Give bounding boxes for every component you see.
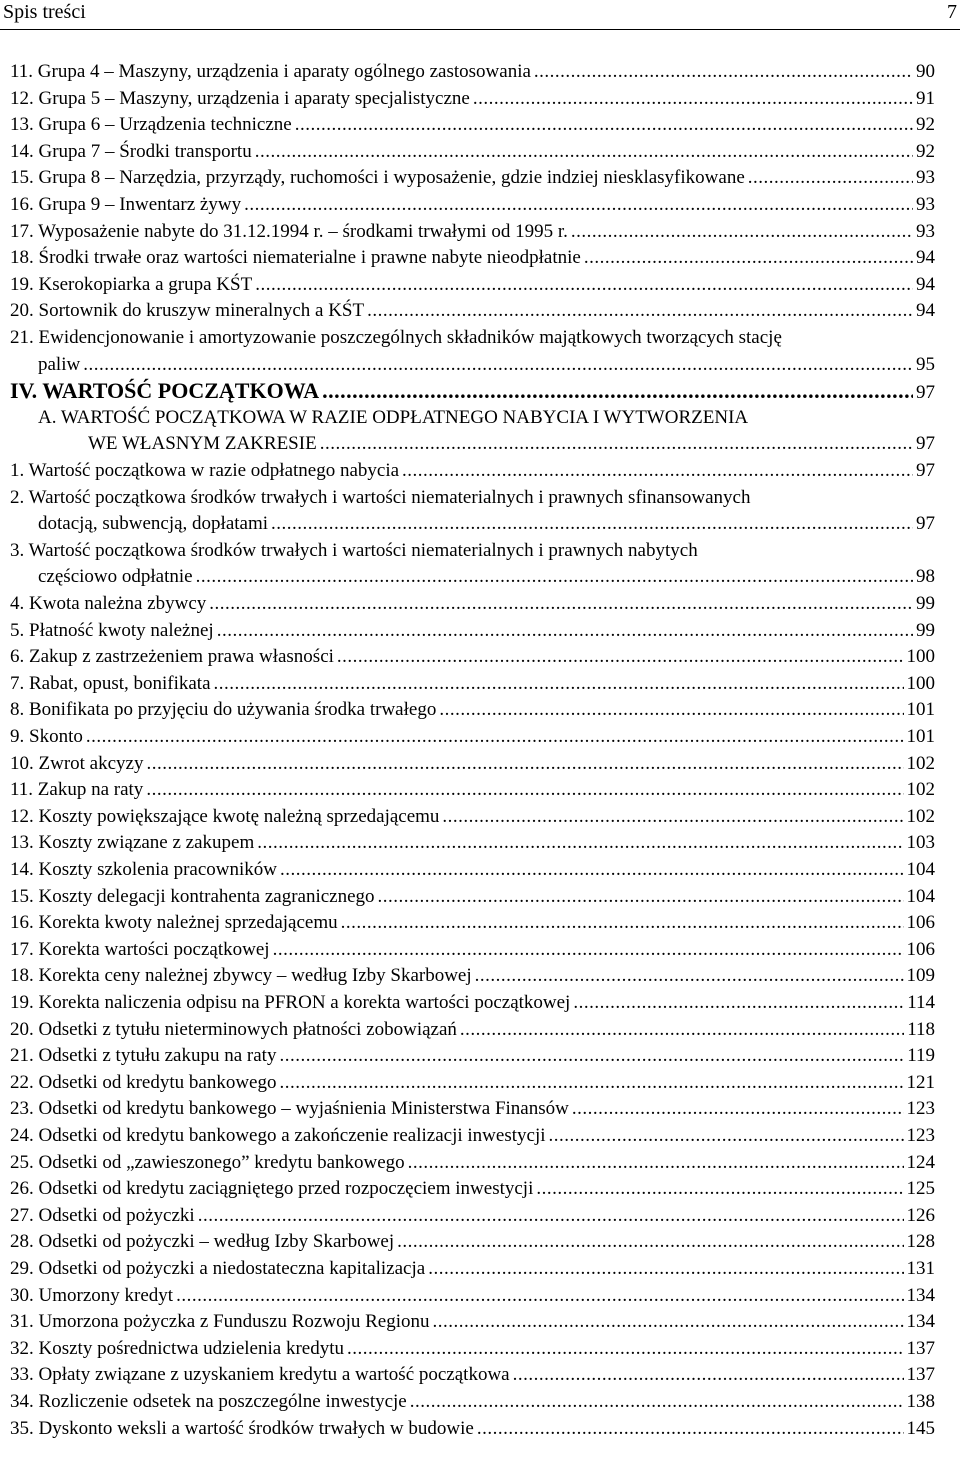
toc-entry-label: częściowo odpłatnie xyxy=(38,566,193,588)
header-page-number: 7 xyxy=(947,1,957,23)
toc-entry-label: WE WŁASNYM ZAKRESIE xyxy=(88,433,317,455)
toc-entry-label: 5. Płatność kwoty należnej xyxy=(10,619,214,641)
toc-entry-label: 17. Korekta wartości początkowej xyxy=(10,938,270,960)
toc-entry[interactable] xyxy=(10,1017,935,1043)
toc-entry-label: 13. Koszty związane z zakupem xyxy=(10,832,255,854)
toc-entry-label: 31. Umorzona pożyczka z Funduszu Rozwoju Regionu xyxy=(10,1311,430,1333)
toc-dot-leader xyxy=(748,165,913,191)
toc-dot-leader xyxy=(572,1096,904,1122)
toc-dot-leader xyxy=(549,1123,904,1149)
toc-entry-label: paliw xyxy=(38,353,81,375)
toc-entry-label: 20. Sortownik do kruszyw mineralnych a KŚT xyxy=(10,300,365,322)
toc-dot-leader xyxy=(442,804,903,830)
toc-entry-label: 35. Dyskonto weksli a wartość środków trwałych w budowie xyxy=(10,1417,474,1439)
toc-dot-leader xyxy=(341,910,904,936)
toc-dot-leader xyxy=(378,884,904,910)
toc-entry-label: 26. Odsetki od kredytu zaciągniętego przed rozpoczęciem inwestycji xyxy=(10,1178,534,1200)
toc-entry-text: 2. Wartość początkowa środków trwałych i wartości niematerialnych i prawnych sfinansowanych xyxy=(10,486,751,508)
toc-entry-label: 21. Odsetki z tytułu zakupu na raty xyxy=(10,1045,277,1067)
toc-entry-label: 6. Zakup z zastrzeżeniem prawa własności xyxy=(10,646,334,668)
toc-dot-leader xyxy=(433,1309,904,1335)
toc-entry[interactable] xyxy=(10,1256,935,1282)
toc-dot-leader xyxy=(279,1043,904,1069)
toc-dot-leader xyxy=(475,963,904,989)
toc-entry[interactable] xyxy=(10,990,935,1016)
toc-entry[interactable] xyxy=(10,1336,935,1362)
toc-entry[interactable] xyxy=(10,1096,935,1122)
toc-page-number: 93 xyxy=(916,194,935,215)
toc-entry-label: 23. Odsetki od kredytu bankowego – wyjaśnienia Ministerstwa Finansów xyxy=(10,1098,569,1120)
toc-entry[interactable] xyxy=(10,112,935,138)
toc-entry[interactable] xyxy=(10,245,935,271)
toc-entry[interactable] xyxy=(10,86,935,112)
toc-page-number: 94 xyxy=(916,300,935,322)
toc-entry[interactable] xyxy=(10,272,935,298)
toc-page-number: 103 xyxy=(906,832,935,854)
toc-entry-label: 9. Skonto xyxy=(10,726,83,747)
toc-dot-leader xyxy=(571,219,913,245)
toc-entry[interactable] xyxy=(10,1043,935,1069)
toc-entry[interactable] xyxy=(10,804,935,830)
toc-dot-leader xyxy=(273,937,904,963)
toc-entry[interactable] xyxy=(10,697,935,723)
toc-dot-leader xyxy=(146,751,903,777)
toc-entry[interactable] xyxy=(10,1203,935,1229)
toc-dot-leader xyxy=(460,1017,904,1043)
toc-page-number: 99 xyxy=(916,593,935,614)
toc-entry-label: 33. Opłaty związane z uzyskaniem kredytu a wartość początkowa xyxy=(10,1364,510,1386)
toc-page-number: 123 xyxy=(906,1098,935,1120)
toc-page-number: 128 xyxy=(906,1231,935,1253)
toc-entry-label: 15. Koszty delegacji kontrahenta zagranicznego xyxy=(10,885,375,907)
toc-dot-leader xyxy=(176,1283,903,1309)
toc-page-number: 100 xyxy=(906,646,935,668)
toc-entry[interactable] xyxy=(10,671,935,697)
toc-entry-label: 34. Rozliczenie odsetek na poszczególne inwestycje xyxy=(10,1391,407,1412)
toc-entry-label: 13. Grupa 6 – Urządzenia techniczne xyxy=(10,114,292,136)
toc-page-number: 121 xyxy=(906,1071,935,1093)
toc-entry[interactable] xyxy=(10,458,935,484)
toc-dot-leader xyxy=(320,431,913,457)
toc-entry[interactable] xyxy=(10,644,935,670)
toc-page-number: 94 xyxy=(916,247,935,269)
toc-page-number: 97 xyxy=(916,460,935,481)
toc-entry-label: 18. Środki trwałe oraz wartości niematerialne i prawne nabyte nieodpłatnie xyxy=(10,247,581,269)
toc-entry[interactable] xyxy=(10,378,935,404)
toc-page-number: 90 xyxy=(916,61,935,82)
toc-dot-leader xyxy=(146,777,903,803)
toc-entry-label: 30. Umorzony kredyt xyxy=(10,1284,174,1306)
toc-entry[interactable] xyxy=(10,298,935,324)
toc-entry[interactable] xyxy=(10,59,935,85)
toc-entry[interactable] xyxy=(10,884,935,910)
toc-dot-leader xyxy=(196,564,913,590)
toc-entry-label: 1. Wartość początkowa w razie odpłatnego nabycia xyxy=(10,460,400,481)
toc-dot-leader xyxy=(473,86,913,112)
toc-page-number: 102 xyxy=(906,752,935,774)
toc-entry-label: 12. Koszty powiększające kwotę należną sprzedającemu xyxy=(10,805,440,827)
toc-dot-leader xyxy=(83,352,913,378)
toc-entry-label: 12. Grupa 5 – Maszyny, urządzenia i aparaty specjalistyczne xyxy=(10,87,470,109)
toc-dot-leader xyxy=(337,644,904,670)
toc-entry[interactable] xyxy=(10,591,935,617)
toc-entry-label: 17. Wyposażenie nabyte do 31.12.1994 r. – środkami trwałymi od 1995 r. xyxy=(10,220,568,242)
toc-entry[interactable] xyxy=(10,1362,935,1388)
toc-entry[interactable] xyxy=(10,1309,935,1335)
toc-page-number: 137 xyxy=(906,1337,935,1359)
toc-entry-label: 16. Korekta kwoty należnej sprzedającemu xyxy=(10,912,338,934)
header-title: Spis treści xyxy=(3,1,86,23)
toc-page-number: 95 xyxy=(916,353,935,375)
toc-dot-leader xyxy=(347,1336,904,1362)
toc-page-number: 102 xyxy=(906,779,935,801)
toc-entry[interactable] xyxy=(88,431,935,457)
toc-entry-label: 4. Kwota należna zbywcy xyxy=(10,593,207,614)
toc-page-number: 124 xyxy=(906,1151,935,1173)
toc-page-number: 145 xyxy=(906,1417,935,1439)
toc-entry[interactable] xyxy=(10,777,935,803)
toc-entry-text: 3. Wartość początkowa środków trwałych i wartości niematerialnych i prawnych nabytych xyxy=(10,539,698,561)
toc-page-number: 106 xyxy=(906,912,935,934)
toc-dot-leader xyxy=(477,1416,904,1442)
toc-page-number: 92 xyxy=(916,114,935,136)
toc-dot-leader xyxy=(198,1203,904,1229)
toc-page-number: 91 xyxy=(916,87,935,109)
toc-dot-leader xyxy=(428,1256,903,1282)
toc-page-number: 94 xyxy=(916,273,935,295)
toc-dot-leader xyxy=(402,458,913,484)
toc-page-number: 101 xyxy=(906,726,935,747)
toc-entry[interactable] xyxy=(10,1150,935,1176)
toc-entry-label: 19. Korekta naliczenia odpisu na PFRON a korekta wartości początkowej xyxy=(10,992,571,1013)
toc-page-number: 114 xyxy=(907,992,935,1013)
toc-entry[interactable] xyxy=(10,1283,935,1309)
toc-entry-label: 8. Bonifikata po przyjęciu do używania środka trwałego xyxy=(10,699,437,721)
toc-entry[interactable] xyxy=(10,910,935,936)
toc-entry[interactable] xyxy=(10,1416,935,1442)
toc-dot-leader xyxy=(279,1070,903,1096)
toc-page-number: 131 xyxy=(906,1258,935,1279)
toc-entry-label: 29. Odsetki od pożyczki a niedostateczna kapitalizacja xyxy=(10,1258,426,1279)
toc-dot-leader xyxy=(244,192,913,218)
toc-page-number: 109 xyxy=(906,965,935,987)
toc-entry[interactable] xyxy=(10,1070,935,1096)
toc-dot-leader xyxy=(584,245,913,271)
toc-dot-leader xyxy=(209,591,913,617)
toc-entry-label: 16. Grupa 9 – Inwentarz żywy xyxy=(10,194,242,215)
toc-page-number: 104 xyxy=(906,885,935,907)
toc-entry-label: 20. Odsetki z tytułu nieterminowych płatności zobowiązań xyxy=(10,1018,457,1040)
toc-dot-leader xyxy=(439,697,903,723)
toc-entry-label: 11. Grupa 4 – Maszyny, urządzenia i aparaty ogólnego zastosowania xyxy=(10,61,531,82)
toc-entry[interactable] xyxy=(10,192,935,218)
toc-page-number: 119 xyxy=(907,1045,935,1067)
toc-entry[interactable] xyxy=(10,618,935,644)
toc-dot-leader xyxy=(573,990,904,1016)
toc-page-number: 137 xyxy=(906,1364,935,1386)
toc-entry[interactable] xyxy=(10,1123,935,1149)
toc-page-number: 97 xyxy=(916,513,935,535)
toc-dot-leader xyxy=(255,139,913,165)
toc-page-number: 104 xyxy=(906,859,935,880)
toc-dot-leader xyxy=(271,511,913,537)
toc-entry-text: 21. Ewidencjonowanie i amortyzowanie poszczególnych składników majątkowych tworzących stację xyxy=(10,327,782,348)
toc-entry[interactable] xyxy=(10,751,935,777)
toc-entry-label: 22. Odsetki od kredytu bankowego xyxy=(10,1071,277,1093)
toc-page-number: 125 xyxy=(906,1178,935,1200)
toc-entry[interactable] xyxy=(38,564,935,590)
toc-dot-leader xyxy=(280,857,904,883)
toc-entry-text: A. WARTOŚĆ POCZĄTKOWA W RAZIE ODPŁATNEGO NABYCIA I WYTWORZENIA xyxy=(38,406,749,428)
page-header xyxy=(0,0,960,26)
toc-entry[interactable] xyxy=(10,937,935,963)
toc-page-number: 97 xyxy=(916,382,935,404)
toc-entry[interactable] xyxy=(10,1229,935,1255)
toc-dot-leader xyxy=(86,724,904,750)
toc-page-number: 97 xyxy=(916,433,935,455)
toc-entry-label: 24. Odsetki od kredytu bankowego a zakończenie realizacji inwestycji xyxy=(10,1125,546,1146)
toc-entry-label: 14. Grupa 7 – Środki transportu xyxy=(10,140,252,162)
toc-page-number: 92 xyxy=(916,140,935,162)
toc-entry[interactable] xyxy=(10,165,935,191)
toc-entry-label: 27. Odsetki od pożyczki xyxy=(10,1204,195,1226)
toc-entry-label: 28. Odsetki od pożyczki – według Izby Skarbowej xyxy=(10,1231,395,1253)
toc-entry[interactable] xyxy=(38,352,935,378)
toc-page-number: 99 xyxy=(916,619,935,641)
toc-dot-leader xyxy=(255,272,913,298)
toc-entry-label: 18. Korekta ceny należnej zbywcy – według Izby Skarbowej xyxy=(10,965,472,987)
toc-page-number: 101 xyxy=(906,699,935,721)
toc-entry[interactable] xyxy=(38,511,935,537)
toc-entry[interactable] xyxy=(10,724,935,750)
toc-dot-leader xyxy=(322,378,913,404)
toc-entry-label: 25. Odsetki od „zawieszonego” kredytu bankowego xyxy=(10,1151,405,1173)
toc-dot-leader xyxy=(534,59,913,85)
toc-entry-label: 11. Zakup na raty xyxy=(10,779,144,801)
toc-entry-label: 19. Kserokopiarka a grupa KŚT xyxy=(10,273,253,295)
toc-page-number: 134 xyxy=(906,1284,935,1306)
toc-page-number: 134 xyxy=(906,1311,935,1333)
toc-dot-leader xyxy=(408,1150,904,1176)
toc-page-number: 102 xyxy=(906,805,935,827)
toc-page-number: 106 xyxy=(906,938,935,960)
toc-page-number: 100 xyxy=(906,672,935,694)
toc-entry-label: 15. Grupa 8 – Narzędzia, przyrządy, ruchomości i wyposażenie, gdzie indziej niesklasyfikowane xyxy=(10,167,745,189)
toc-entry-label: IV. WARTOŚĆ POCZĄTKOWA xyxy=(10,378,320,404)
toc-page-number: 98 xyxy=(916,566,935,588)
toc-page-number: 123 xyxy=(906,1125,935,1146)
toc-entry[interactable] xyxy=(10,1389,935,1415)
toc-entry-label: 7. Rabat, opust, bonifikata xyxy=(10,672,211,694)
toc-entry-label: 32. Koszty pośrednictwa udzielenia kredytu xyxy=(10,1337,344,1359)
toc-dot-leader xyxy=(536,1176,903,1202)
toc-dot-leader xyxy=(410,1389,904,1415)
toc-page-number: 118 xyxy=(907,1018,935,1040)
toc-entry[interactable] xyxy=(10,857,935,883)
toc-dot-leader xyxy=(217,618,913,644)
toc-page-number: 138 xyxy=(906,1391,935,1412)
toc-entry[interactable] xyxy=(10,219,935,245)
toc-page-number: 126 xyxy=(906,1204,935,1226)
toc-entry-label: 10. Zwrot akcyzy xyxy=(10,752,144,774)
toc-entry[interactable] xyxy=(10,830,935,856)
toc-entry[interactable] xyxy=(10,139,935,165)
toc-dot-leader xyxy=(214,671,904,697)
toc-dot-leader xyxy=(295,112,913,138)
toc-dot-leader xyxy=(397,1229,903,1255)
toc-entry-label: 14. Koszty szkolenia pracowników xyxy=(10,859,277,880)
toc-page-number: 93 xyxy=(916,167,935,189)
toc-entry[interactable] xyxy=(10,963,935,989)
toc-entry[interactable] xyxy=(10,1176,935,1202)
toc-dot-leader xyxy=(367,298,913,324)
toc-dot-leader xyxy=(513,1362,904,1388)
header-rule xyxy=(0,29,960,30)
toc-entry-label: dotacją, subwencją, dopłatami xyxy=(38,513,269,535)
toc-dot-leader xyxy=(257,830,903,856)
toc-page-number: 93 xyxy=(916,220,935,242)
